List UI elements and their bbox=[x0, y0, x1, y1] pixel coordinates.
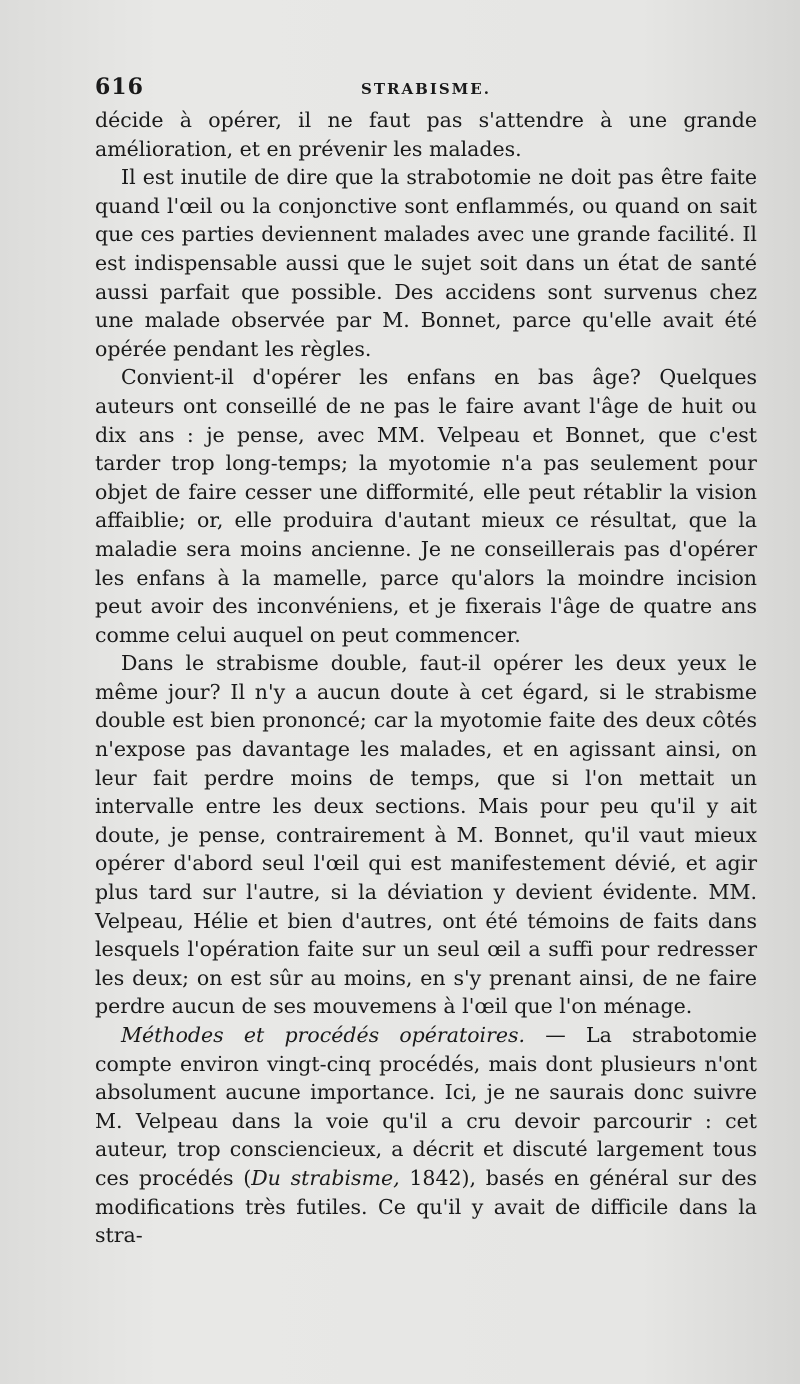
citation-title: Du strabisme, bbox=[251, 1165, 400, 1190]
paragraph-conditions: Il est inutile de dire que la strabotomie ne doit pas être faite quand l'œil ou la conjonctive sont enflammés, ou quand on sait que ces parties deviennent malades avec une grande facilité. Il est indispensable aussi que le sujet soit dans un état de santé aussi parfait que possible. Des accidens sont survenus chez une malade observée par M. Bonnet, parce qu'elle avait été opérée pendant les règles. bbox=[95, 165, 757, 361]
paragraph-continuation: décide à opérer, il ne faut pas s'attendre à une grande amélioration, et en prévenir les malades. bbox=[95, 108, 757, 161]
page-number: 616 bbox=[95, 74, 144, 100]
section-heading: Méthodes et procédés opératoires. bbox=[121, 1023, 526, 1047]
methods-text-b: 1842), basés en général sur des modifications très futiles. Ce qu'il y avait de difficile dans la stra- bbox=[95, 1165, 757, 1248]
page-header bbox=[95, 74, 757, 104]
body-text bbox=[95, 106, 757, 1250]
paragraph-children-age: Convient-il d'opérer les enfans en bas âge? Quelques auteurs ont conseillé de ne pas le faire avant l'âge de huit ou dix ans : je pense, avec MM. Velpeau et Bonnet, que c'est tarder trop long-temps; la myotomie n'a pas seulement pour objet de faire cesser une difformité, elle peut rétablir la vision affaiblie; or, elle produira d'autant mieux ce résultat, que la maladie sera moins ancienne. Je ne conseillerais pas d'opérer les enfans à la mamelle, parce qu'alors la moindre incision peut avoir des inconvéniens, et je fixerais l'âge de quatre ans comme celui auquel on peut commencer. bbox=[95, 365, 757, 647]
paragraph-double-strabismus: Dans le strabisme double, faut-il opérer les deux yeux le même jour? Il n'y a aucun doute à cet égard, si le strabisme double est bien prononcé; car la myotomie faite des deux côtés n'expose pas davantage les malades, et en agissant ainsi, on leur fait perdre moins de temps, que si l'on mettait un intervalle entre les deux sections. Mais pour peu qu'il y ait doute, je pense, contrairement à M. Bonnet, qu'il vaut mieux opérer d'abord seul l'œil qui est manifestement dévié, et agir plus tard sur l'autre, si la déviation y devient évidente. MM. Velpeau, Hélie et bien d'autres, ont été témoins de faits dans lesquels l'opération faite sur un seul œil a suffi pour redresser les deux; on est sûr au moins, en s'y prenant ainsi, de ne faire perdre aucun de ses mouvemens à l'œil que l'on ménage. bbox=[95, 651, 757, 1019]
methods-text-a: — La strabotomie compte environ vingt-cinq procédés, mais dont plusieurs n'ont absolument aucune importance. Ici, je ne saurais donc suivre M. Velpeau dans la voie qu'il a cru devoir parcourir : cet auteur, trop consciencieux, a décrit et discuté largement tous ces procédés ( bbox=[95, 1023, 757, 1190]
paragraph-methods bbox=[95, 1021, 757, 1250]
running-title: STRABISME. bbox=[361, 80, 491, 98]
